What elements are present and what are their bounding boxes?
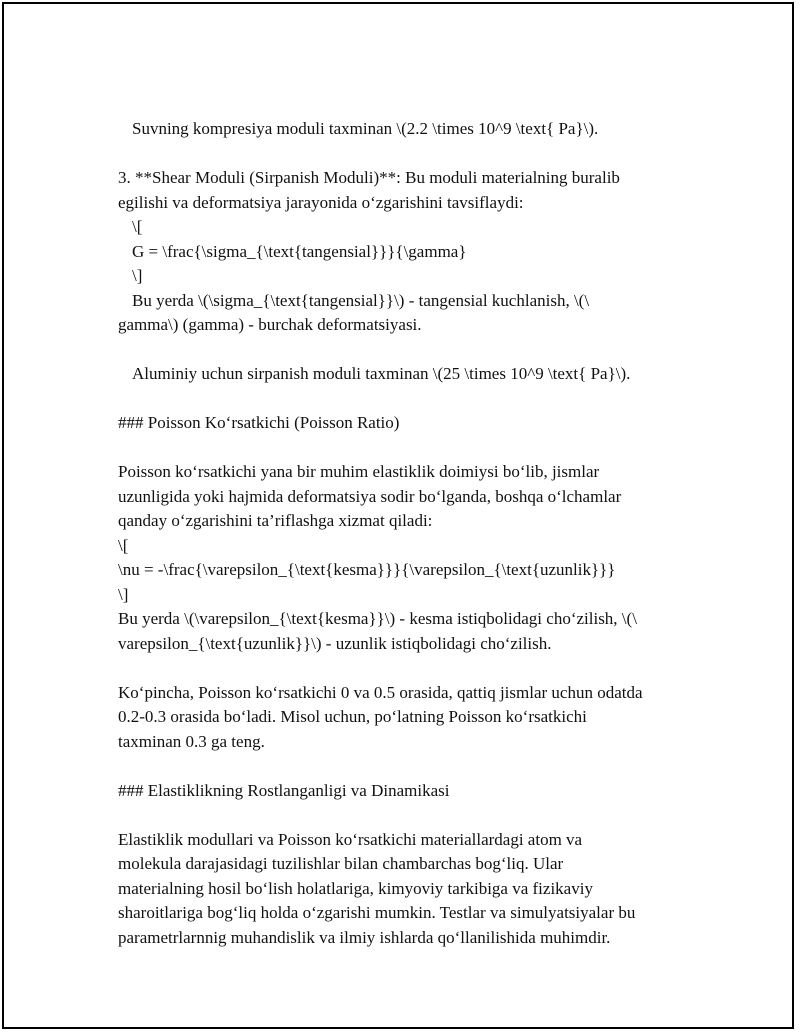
text-line: taxminan 0.3 ga teng.	[118, 731, 265, 751]
text-line: Suvning kompresiya moduli taxminan \(2.2 \times 10^9 \text{ Pa}\).	[132, 119, 599, 138]
text-line: qanday o‘zgarishini ta’riflashga xizmat qiladi:	[118, 511, 433, 530]
text-line: egilishi va deformatsiya jarayonida o‘zgarishini tavsiflaydi:	[118, 192, 524, 212]
formula-line: \]	[132, 266, 143, 285]
text-line: 0.2-0.3 orasida bo‘ladi. Misol uchun, po‘latning Poisson ko‘rsatkichi	[118, 707, 587, 726]
text-line: Aluminiy uchun sirpanish moduli taxminan \(25 \times 10^9 \text{ Pa}\).	[132, 364, 631, 383]
text-line: parametrlarnnig muhandislik va ilmiy ishlarda qo‘llanilishida muhimdir.	[118, 927, 611, 947]
paragraph	[118, 460, 698, 656]
text-line: Elastiklik modullari va Poisson ko‘rsatkichi materiallardagi atom va	[118, 829, 583, 849]
document-body	[118, 117, 698, 950]
text-line: Bu yerda \(\sigma_{\text{tangensial}}\) - tangensial kuchlanish, \(\	[132, 290, 590, 310]
formula-line: \]	[118, 584, 129, 604]
formula-line: \[	[118, 535, 129, 555]
formula-line: G = \frac{\sigma_{\text{tangensial}}}{\gamma}	[132, 241, 467, 261]
text-line: materialning hosil bo‘lish holatlariga, kimyoviy tarkibiga va fizikaviy	[118, 878, 593, 898]
text-line: uzunligida yoki hajmida deformatsiya sodir bo‘lganda, boshqa o‘lchamlar	[118, 486, 622, 506]
text-line: molekula darajasidagi tuzilishlar bilan chambarchas bog‘liq. Ular	[118, 854, 564, 873]
paragraph	[118, 166, 698, 338]
text-line: Poisson ko‘rsatkichi yana bir muhim elastiklik doimiysi bo‘lib, jismlar	[118, 462, 600, 481]
text-line: 3. **Shear Moduli (Sirpanish Moduli)**: Bu moduli materialning buralib	[118, 168, 620, 187]
formula-line: \[	[132, 217, 143, 236]
text-line: varepsilon_{\text{uzunlik}}\) - uzunlik istiqbolidagi cho‘zilish.	[118, 633, 552, 653]
section-heading	[118, 411, 698, 436]
text-line: Bu yerda \(\varepsilon_{\text{kesma}}\) - kesma istiqbolidagi cho‘zilish, \(\	[118, 609, 637, 628]
paragraph	[118, 362, 698, 387]
paragraph	[118, 828, 698, 951]
formula-line: \nu = -\frac{\varepsilon_{\text{kesma}}}{\varepsilon_{\text{uzunlik}}}	[118, 560, 616, 579]
paragraph	[118, 117, 698, 142]
text-line: sharoitlariga bog‘liq holda o‘zgarishi mumkin. Testlar va simulyatsiyalar bu	[118, 903, 636, 922]
text-line: Ko‘pincha, Poisson ko‘rsatkichi 0 va 0.5 orasida, qattiq jismlar uchun odatda	[118, 682, 643, 702]
paragraph	[118, 681, 698, 755]
text-line: gamma\) (gamma) - burchak deformatsiyasi.	[118, 315, 422, 334]
heading-line: ### Elastiklikning Rostlanganligi va Dinamikasi	[118, 780, 450, 800]
heading-line: ### Poisson Ko‘rsatkichi (Poisson Ratio)	[118, 413, 400, 432]
section-heading	[118, 779, 698, 804]
